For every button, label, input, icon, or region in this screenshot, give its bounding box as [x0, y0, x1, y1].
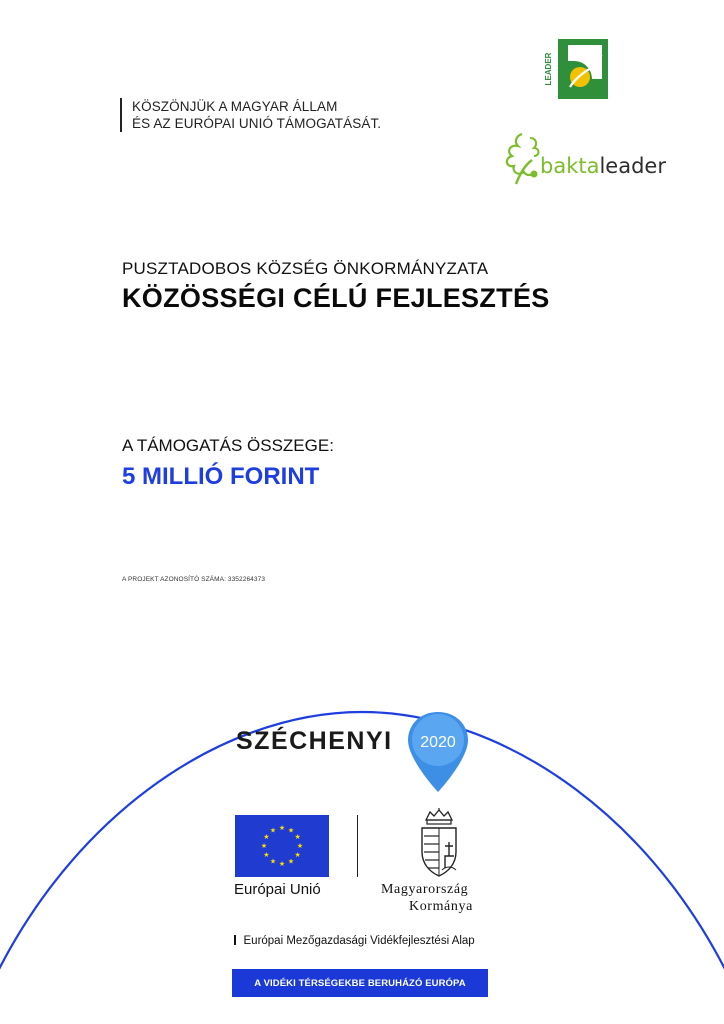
- bakta-text: bakta: [540, 154, 600, 178]
- leader-text: leader: [599, 154, 666, 178]
- eu-flag-icon: [235, 815, 329, 877]
- fund-name: [234, 935, 475, 947]
- thanks-line-2: ÉS AZ EURÓPAI UNIÓ TÁMOGATÁSÁT.: [132, 116, 382, 131]
- fund-text: Európai Mezőgazdasági Vidékfejlesztési Alap: [243, 935, 475, 947]
- municipality-name: PUSZTADOBOS KÖZSÉG ÖNKORMÁNYZATA: [122, 259, 489, 278]
- fund-bar-icon: [234, 935, 236, 945]
- szechenyi-wordmark: SZÉCHENYI: [236, 727, 393, 755]
- svg-text:★: ★: [269, 826, 277, 835]
- leader-logo: [544, 37, 610, 101]
- svg-text:★: ★: [296, 842, 304, 850]
- logo-divider: [357, 815, 358, 877]
- szechenyi-year: 2020: [420, 734, 456, 751]
- eu-label: Európai Unió: [234, 881, 321, 898]
- project-title: KÖZÖSSÉGI CÉLÚ FEJLESZTÉS: [122, 283, 550, 313]
- svg-text:★: ★: [278, 824, 286, 832]
- bottom-banner: A VIDÉKI TÉRSÉGEKBE BERUHÁZÓ EURÓPA: [232, 969, 488, 997]
- svg-text:★: ★: [263, 833, 270, 841]
- thanks-line-1: KÖSZÖNJÜK A MAGYAR ÁLLAM: [132, 99, 338, 114]
- svg-text:★: ★: [287, 857, 295, 866]
- svg-text:★: ★: [278, 860, 286, 868]
- svg-text:★: ★: [294, 851, 301, 859]
- government-name-line-2: Kormánya: [409, 899, 473, 914]
- thanks-statement: [120, 98, 381, 132]
- svg-text:★: ★: [269, 857, 277, 866]
- svg-text:★: ★: [294, 833, 301, 841]
- svg-text:★: ★: [287, 826, 295, 835]
- project-id: A PROJEKT AZONOSÍTÓ SZÁMA: 3352264373: [122, 576, 266, 583]
- leader-logo-text: LEADER: [544, 52, 553, 86]
- government-name-line-1: Magyarország: [381, 882, 469, 897]
- hungarian-coat-of-arms-icon: [414, 808, 464, 878]
- baktaleader-logo: [500, 128, 675, 188]
- funding-label: A TÁMOGATÁS ÖSSZEGE:: [122, 436, 334, 455]
- baktaleader-wordmark: [540, 154, 666, 178]
- szechenyi-map-pin-icon: [405, 710, 471, 794]
- svg-text:★: ★: [260, 842, 268, 850]
- svg-text:★: ★: [263, 851, 270, 859]
- funding-amount: 5 MILLIÓ FORINT: [122, 463, 320, 490]
